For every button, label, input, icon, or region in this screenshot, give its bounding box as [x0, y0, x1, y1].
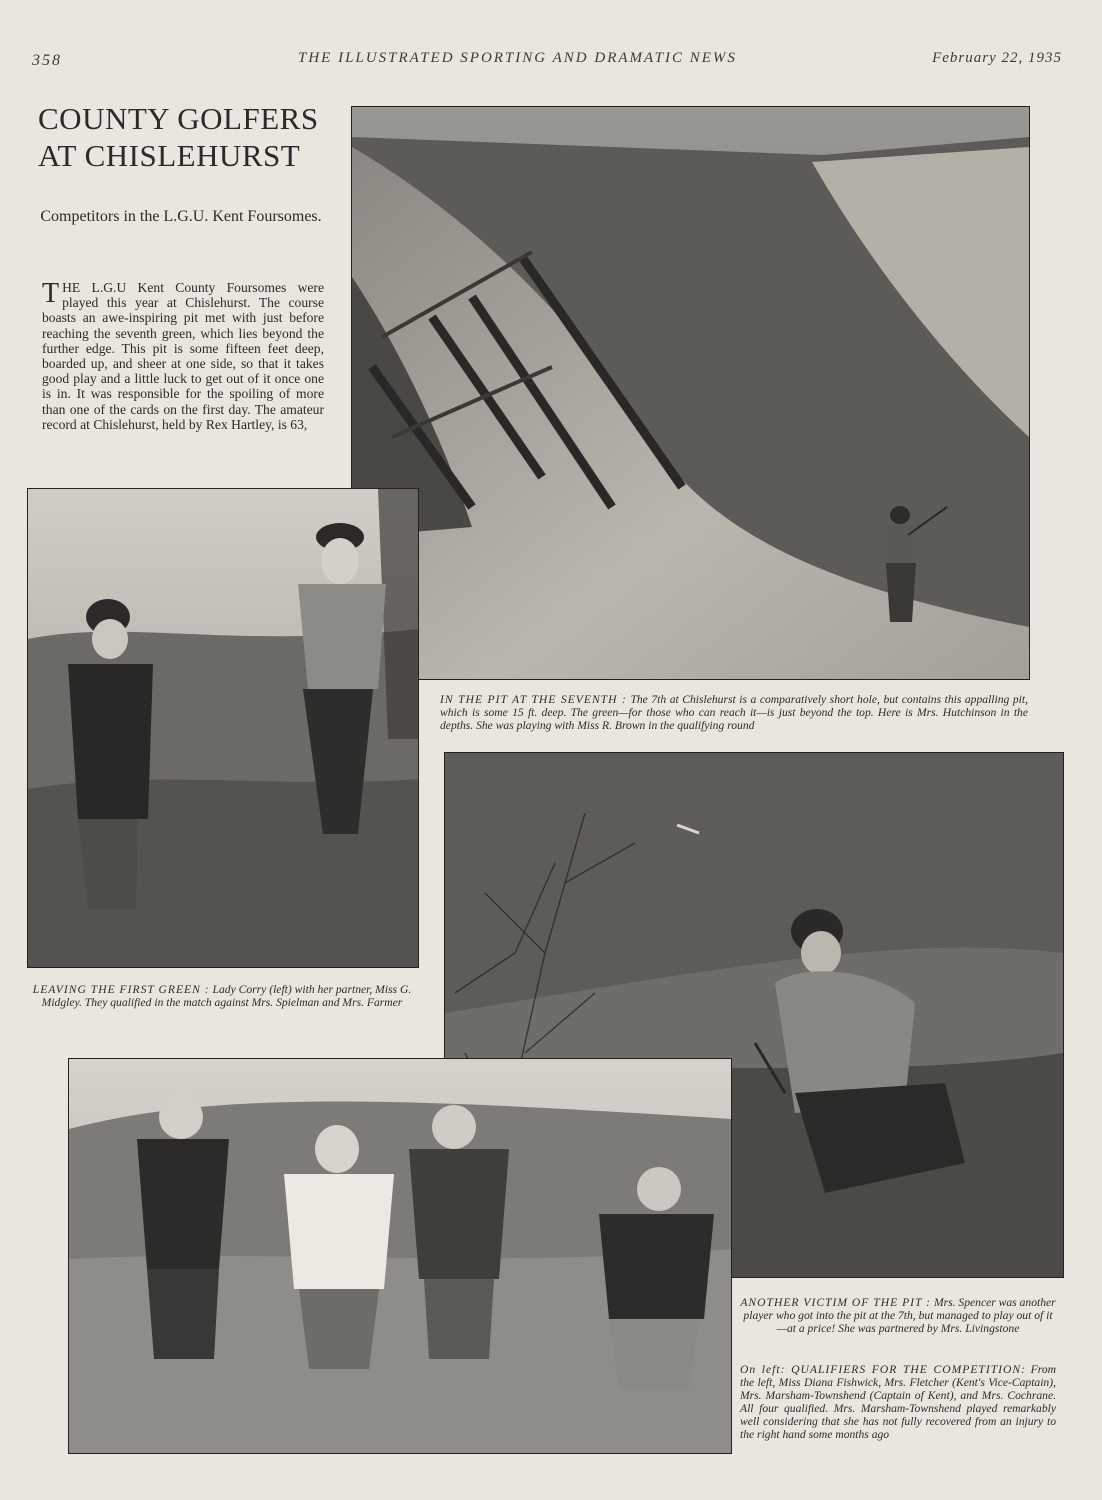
pit-caption-lead: IN THE PIT AT THE SEVENTH : — [440, 693, 627, 706]
pit-caption — [440, 693, 1028, 732]
first-green-caption-lead: LEAVING THE FIRST GREEN : — [32, 983, 210, 996]
title-line-2: AT CHISLEHURST — [38, 138, 301, 173]
qualifiers-photo-image — [69, 1059, 731, 1453]
first-green-caption — [28, 983, 416, 1009]
victim-caption — [740, 1296, 1056, 1335]
first-green-caption-text: Lady Corry (left) with her partner, Miss G. Midgley. They qualified in the match against Mrs. Spielman and Mrs. Farmer — [41, 983, 412, 1009]
victim-caption-text: Mrs. Spencer was another player who got into the pit at the 7th, but managed to play out of it—at a price! She was partnered by Mrs. Livingstone — [743, 1296, 1056, 1335]
drop-cap: T — [42, 278, 60, 309]
article-body-text: HE L.G.U Kent County Foursomes were played this year at Chislehurst. The course boasts an awe-inspiring pit met with just before reaching the seventh green, which lies beyond the further edge. This pit is some fifteen feet deep, boarded up, and sheer at one side, so that it takes good play and a little luck to get out of it once one is in. It was responsible for the spoiling of more than one of the cards on the first day. The amateur record at Chislehurst, held by Rex Hartley, is 63, — [42, 280, 324, 432]
article-body — [42, 280, 324, 432]
qualifiers-caption — [740, 1363, 1056, 1441]
first-green-photo — [27, 488, 419, 968]
title-line-1: COUNTY GOLFERS — [38, 101, 319, 136]
pit-photo-image — [352, 107, 1029, 679]
victim-caption-lead: ANOTHER VICTIM OF THE PIT : — [740, 1296, 932, 1309]
qualifiers-caption-lead: On left: QUALIFIERS FOR THE COMPETITION: — [740, 1363, 1027, 1376]
first-green-photo-image — [28, 489, 418, 967]
article-title — [38, 100, 338, 174]
page-number: 358 — [32, 52, 62, 69]
issue-date: February 22, 1935 — [932, 50, 1062, 66]
article-subtitle: Competitors in the L.G.U. Kent Foursomes. — [40, 208, 322, 225]
pit-caption-text: The 7th at Chislehurst is a comparatively short hole, but contains this appalling pit, which is some 15 ft. deep. The green—for those who can reach it—is just beyond the top. Here is Mrs. Hutchinson in the depths. She was playing with Miss R. Brown in the qualifying round — [440, 693, 1028, 732]
publication-title: THE ILLUSTRATED SPORTING AND DRAMATIC NEWS — [298, 50, 737, 66]
qualifiers-photo — [68, 1058, 732, 1454]
pit-photo — [351, 106, 1030, 680]
qualifiers-caption-text: From the left, Miss Diana Fishwick, Mrs. Fletcher (Kent's Vice-Captain), Mrs. Marsham-Townshend (Captain of Kent), and Mrs. Cochrane. All four qualified. Mrs. Marsham-Townshend played remarkably well considering that she has not fully recovered from an injury to the right hand some months ago — [740, 1363, 1056, 1441]
